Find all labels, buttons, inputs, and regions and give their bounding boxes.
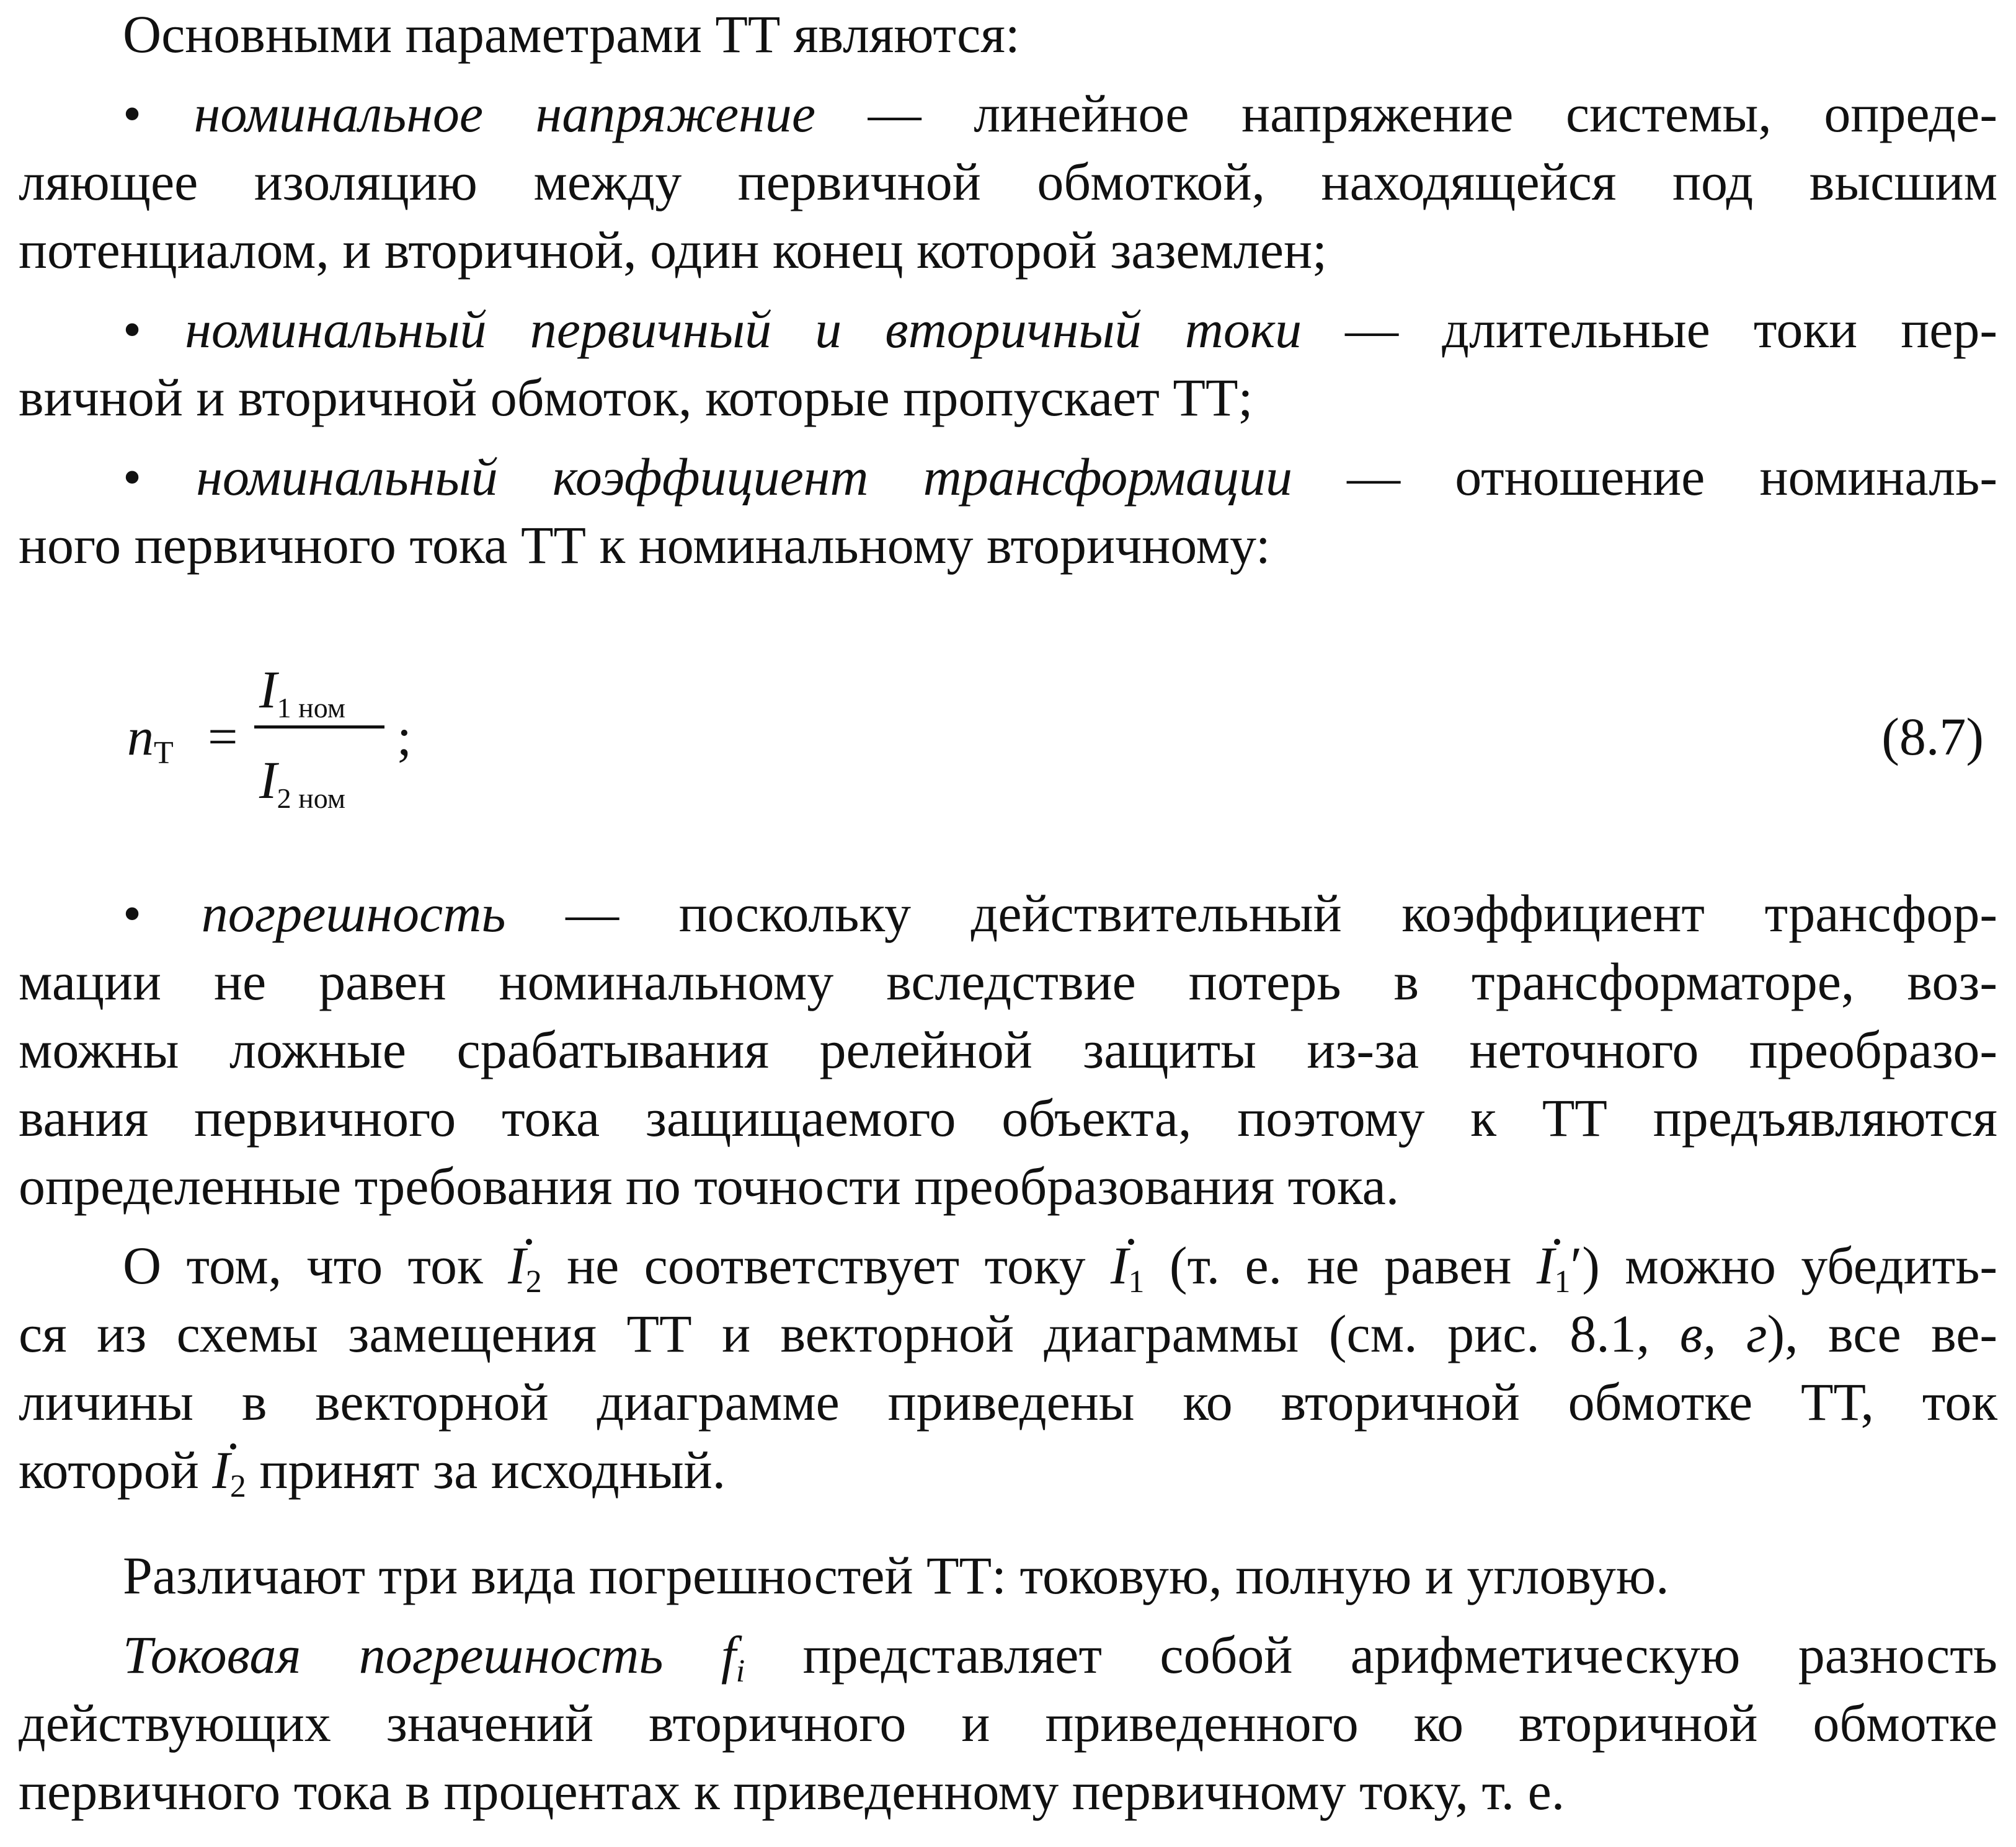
figure-reference: ся из схемы замещения ТТ и векторной диаграммы (см. рис. 8.1, в, г), все ве- xyxy=(19,1304,1998,1363)
bullet1-definition: — линейное напряжение системы, опреде- xyxy=(868,84,1997,143)
intro-line xyxy=(123,0,1997,68)
formula-denominator: $I_{2 ном}$ xyxy=(259,750,345,814)
para5-line1: О том, что ток $I_2$ не соответствует току $I_1$ (т. е. не равен $I_1'$) можно убедить- xyxy=(123,1231,1997,1300)
para5-line3: личины в векторной диаграмме приведены ко вторичной обмотке ТТ, ток xyxy=(19,1372,1997,1432)
bullet2-line2: вичной и вторичной обмоток, которые пропускает ТТ; xyxy=(19,368,1253,427)
para5-line2 xyxy=(19,1300,1997,1368)
formula-8-7 xyxy=(0,645,2016,831)
equation-number: (8.7) xyxy=(1881,707,1984,766)
bullet4-term: погрешность xyxy=(201,884,506,943)
bullet4-line1 xyxy=(123,879,1997,947)
formula-lhs: $n_Т$ xyxy=(127,707,174,771)
current-error-term: Токовая погрешность xyxy=(123,1625,664,1685)
para5-line4: которой $I_2$ принят за исходный. xyxy=(19,1436,1997,1504)
bullet4-line5: определенные требования по точности преобразования тока. xyxy=(19,1156,1400,1216)
phasor-I2: $I_2$ xyxy=(212,1436,246,1504)
para6-line1: Различают три вида погрешностей ТТ: токовую, полную и угловую. xyxy=(123,1546,1669,1605)
bullet-marker: • xyxy=(123,447,142,507)
formula-numerator: $I_{1 ном}$ xyxy=(259,660,345,724)
para7-line3: первичного тока в процентах к приведенному первичному току, т. е. xyxy=(19,1761,1565,1821)
bullet4-line4: вания первичного тока защищаемого объекта, поэтому к ТТ предъявляются xyxy=(19,1088,1997,1148)
bullet3-term: номинальный коэффициент трансформации xyxy=(196,447,1292,507)
bullet2-term: номинальный первичный и вторичный токи xyxy=(185,299,1302,359)
bullet2-line1 xyxy=(123,295,1997,363)
bullet4-line2: мации не равен номинальному вследствие потерь в трансформаторе, воз- xyxy=(19,952,1997,1011)
bullet1-line1 xyxy=(123,79,1997,148)
bullet1-line2: ляющее изоляцию между первичной обмоткой, находящейся под высшим xyxy=(19,152,1997,211)
bullet-marker: • xyxy=(123,84,142,143)
bullet3-line2: ного первичного тока ТТ к номинальному вторичному: xyxy=(19,515,1271,575)
formula-equals: = xyxy=(208,707,238,766)
bullet-marker: • xyxy=(123,299,142,359)
current-error-symbol: $f_i$ xyxy=(721,1625,745,1689)
fraction-bar xyxy=(254,725,384,729)
bullet3-definition: — отношение номиналь- xyxy=(1347,447,1998,507)
bullet-marker: • xyxy=(123,884,142,943)
bullet4-line3: можны ложные срабатывания релейной защиты из-за неточного преобразо- xyxy=(19,1020,1997,1079)
bullet1-line3: потенциалом, и вторичной, один конец которой заземлен; xyxy=(19,220,1328,280)
para7-line1: Токовая погрешность $f_i$ представляет собой арифметическую разность xyxy=(123,1625,1998,1689)
phasor-I1-prime: $I_1'$) можно убедить- xyxy=(1537,1236,1997,1295)
phasor-I1: $I_1$ xyxy=(1111,1231,1145,1300)
bullet3-line1 xyxy=(123,443,1997,511)
para7-line2: действующих значений вторичного и приведенного ко вторичной обмотке xyxy=(19,1693,1997,1753)
bullet1-term: номинальное напряжение xyxy=(193,84,816,143)
bullet4-definition: — поскольку действительный коэффициент трансфор- xyxy=(566,884,1998,943)
phasor-I2: $I_2$ xyxy=(508,1231,542,1300)
intro-text: Основными параметрами ТТ являются: xyxy=(123,4,1020,64)
formula-semicolon: ; xyxy=(397,707,412,766)
bullet2-definition: — длительные токи пер- xyxy=(1345,299,1998,359)
